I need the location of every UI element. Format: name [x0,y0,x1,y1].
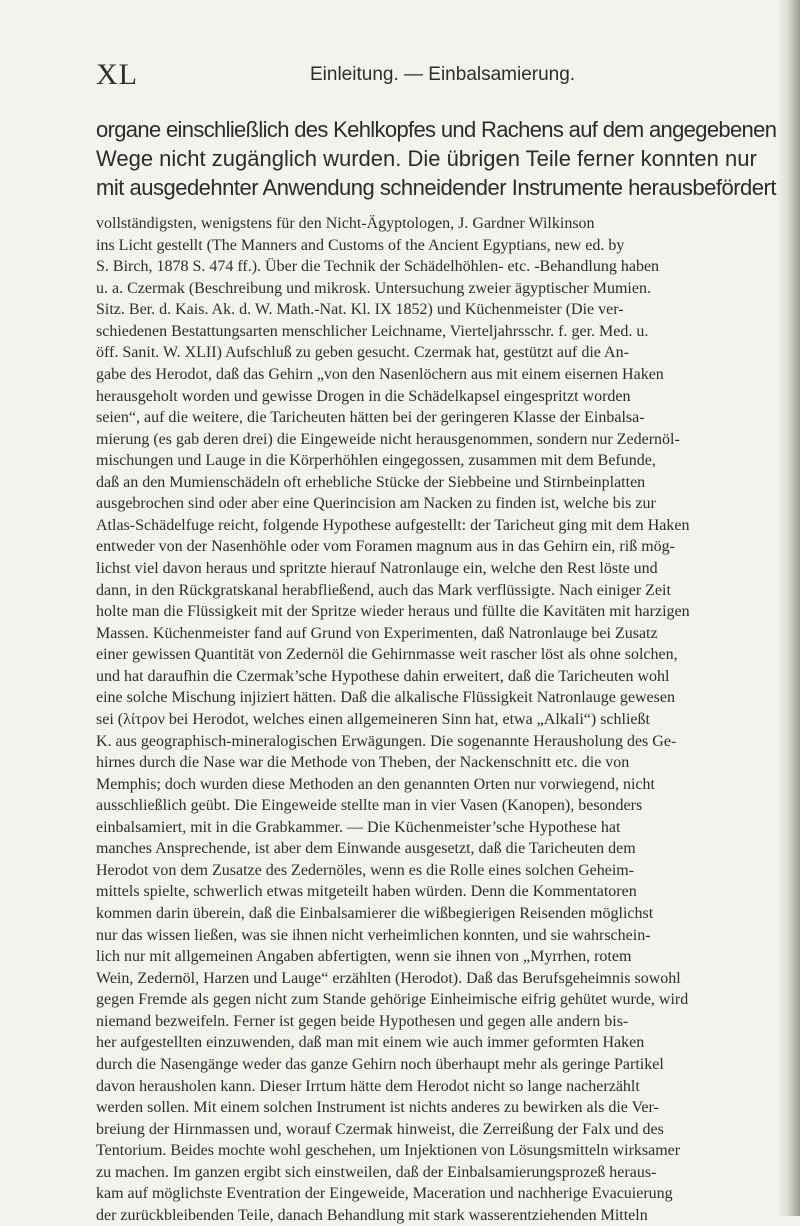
text-line: her aufgestellten einzuwenden, daß man mit einem wie auch immer geformten Haken [96,1034,645,1052]
body-paragraph [96,213,776,1226]
text-line: Tentorium. Beides mochte wohl geschehen, um Injektionen von Lösungsmitteln wirksamer [96,1142,681,1160]
text-line: davon herausholen kann. Dieser Irrtum hätte dem Herodot nicht so lange nacherzählt [96,1077,640,1095]
text-line: K. aus geographisch-mineralogischen Erwägungen. Die sogenannte Herausholung des Ge- [96,732,677,750]
text-line: nur das wissen ließen, was sie ihnen nicht verheimlichen konnten, und sie wahrschein- [96,926,651,944]
text-line: entweder von der Nasenhöhle oder vom Foramen magnum aus in das Gehirn ein, riß mög- [96,538,675,556]
text-line: dann, in den Rückgratskanal herabfließend, auch das Mark verflüssigte. Nach einiger Zeit [96,581,671,599]
text-line: mittels spielte, schwerlich etwas mitgeteilt haben würden. Denn die Kommentatoren [96,883,637,901]
page-edge-shadow [778,0,800,1216]
text-line: daß an den Mumienschädeln oft erhebliche Stücke der Siebbeine und Stirnbeinplatten [96,473,646,491]
text-line: einbalsamiert, mit in die Grabkammer. — Die Küchenmeister’sche Hypothese hat [96,818,621,836]
text-line: mierung (es gab deren drei) die Eingeweide nicht herausgenommen, sondern nur Zedernöl- [96,430,680,448]
lead-line: Wege nicht zugänglich wurden. Die übrigen Teile ferner konnten nur [96,145,757,171]
text-line: einer gewissen Quantität von Zedernöl die Gehirnmasse weit rascher löst als ohne solchen, [96,646,678,664]
text-line: breiung der Hirnmassen und, worauf Czermak hinweist, die Zerreißung der Falx und des [96,1120,664,1138]
text-line: sei (λίτρον bei Herodot, welches einen allgemeineren Sinn hat, etwa „Alkali“) schließt [96,710,650,728]
text-line: Massen. Küchenmeister fand auf Grund von Experimenten, daß Natronlauge bei Zusatz [96,624,658,642]
text-line: lichst viel davon heraus und spritzte hierauf Natronlauge ein, welche den Rest löste und [96,560,658,577]
text-line: Sitz. Ber. d. Kais. Ak. d. W. Math.-Nat. Kl. IX 1852) und Küchenmeister (Die ver- [96,301,624,319]
text-line: durch die Nasengänge weder das ganze Gehirn noch überhaupt mehr als geringe Partikel [96,1055,664,1073]
text-line: vollständigsten, wenigstens für den Nicht-Ägyptologen, J. Gardner Wilkinson [96,215,595,232]
text-line: S. Birch, 1878 S. 474 ff.). Über die Technik der Schädelhöhlen- etc. -Behandlung haben [96,258,660,276]
text-line: kam auf möglichste Eventration der Eingeweide, Maceration und nachherige Evacuierung [96,1185,673,1203]
lead-paragraph [96,116,776,202]
text-line: hirnes durch die Nase war die Methode von Theben, der Nackenschnitt etc. die von [96,754,630,772]
page-header [96,58,754,98]
text-line: ausschließlich geübt. Die Eingeweide stellte man in vier Vasen (Kanopen), besonders [96,797,643,815]
text-line: manches Ansprechende, ist aber dem Einwande ausgesetzt, daß die Taricheuten dem [96,840,636,858]
text-line: mischungen und Lauge in die Körperhöhlen eingegossen, zusammen mit dem Befunde, [96,452,656,470]
text-line: gegen Fremde als gegen nicht zum Stande gehörige Einheimische eifrig gehütet wurde, wird [96,991,689,1009]
text-line: lich nur mit allgemeinen Angaben abfertigten, wenn sie ihnen von „Myrrhen, rotem [96,948,632,966]
text-line: öff. Sanit. W. XLII) Aufschluß zu geben gesucht. Czermak hat, gestützt auf die An- [96,344,629,362]
text-line: Memphis; doch wurden diese Methoden an den genannten Orten nur vorwiegend, nicht [96,775,655,793]
text-line: niemand bezweifeln. Ferner ist gegen beide Hypothesen und gegen alle andern bis- [96,1012,629,1030]
lead-line: mit ausgedehnter Anwendung schneidender Instrumente herausbefördert [96,174,776,200]
text-line: seien“, auf die weitere, die Taricheuten hätten bei der geringeren Klasse der Einbalsa- [96,409,645,427]
lead-line: organe einschließlich des Kehlkopfes und Rachens auf dem angegebenen [96,117,777,142]
text-line: und hat daraufhin die Czermak’sche Hypothese dahin erweitert, daß die Taricheuten wohl [96,667,670,685]
text-line: ausgebrochen sind oder aber eine Querincision am Nacken zu finden ist, welche bis zur [96,495,656,513]
running-head: Einleitung. — Einbalsamierung. [310,64,576,85]
text-line: Herodot von dem Zusatze des Zedernöles, wenn es die Rolle eines solchen Geheim- [96,861,635,879]
text-line: kommen darin überein, daß die Einbalsamierer die wißbegierigen Reisenden möglichst [96,905,654,922]
text-line: gabe des Herodot, daß das Gehirn „von den Nasenlöchern aus mit einem eisernen Haken [96,365,664,383]
text-line: zu machen. Im ganzen ergibt sich einstweilen, daß der Einbalsamierungsprozeß heraus- [96,1163,657,1181]
text-line: ins Licht gestellt (The Manners and Customs of the Ancient Egyptians, new ed. by [96,236,625,254]
page-number: XL [96,58,138,91]
text-line: eine solche Mischung injiziert hätten. Daß die alkalische Flüssigkeit Natronlauge gewesen [96,689,675,707]
text-line: holte man die Flüssigkeit mit der Spritze wieder heraus und füllte die Kavitäten mit harzigen [96,603,690,621]
text-line: Atlas-Schädelfuge reicht, folgende Hypothese aufgestellt: der Taricheut ging mit dem Haken [96,516,690,534]
text-line: werden sollen. Mit einem solchen Instrument ist nichts anderes zu bewirken als die Ver- [96,1099,659,1117]
text-line: Wein, Zedernöl, Harzen und Lauge“ erzählten (Herodot). Daß das Berufsgeheimnis sowohl [96,969,681,987]
text-line: u. a. Czermak (Beschreibung und mikrosk. Untersuchung zweier ägyptischer Mumien. [96,279,651,297]
text-line: herausgeholt worden und gewisse Drogen in die Schädelkapsel eingespritzt worden [96,387,631,405]
text-line: der zurückbleibenden Teile, danach Behandlung mit stark wasserentziehenden Mitteln [96,1206,648,1224]
text-line: schiedenen Bestattungsarten menschlicher Leichname, Vierteljahrsschr. f. ger. Med. u. [96,322,649,340]
